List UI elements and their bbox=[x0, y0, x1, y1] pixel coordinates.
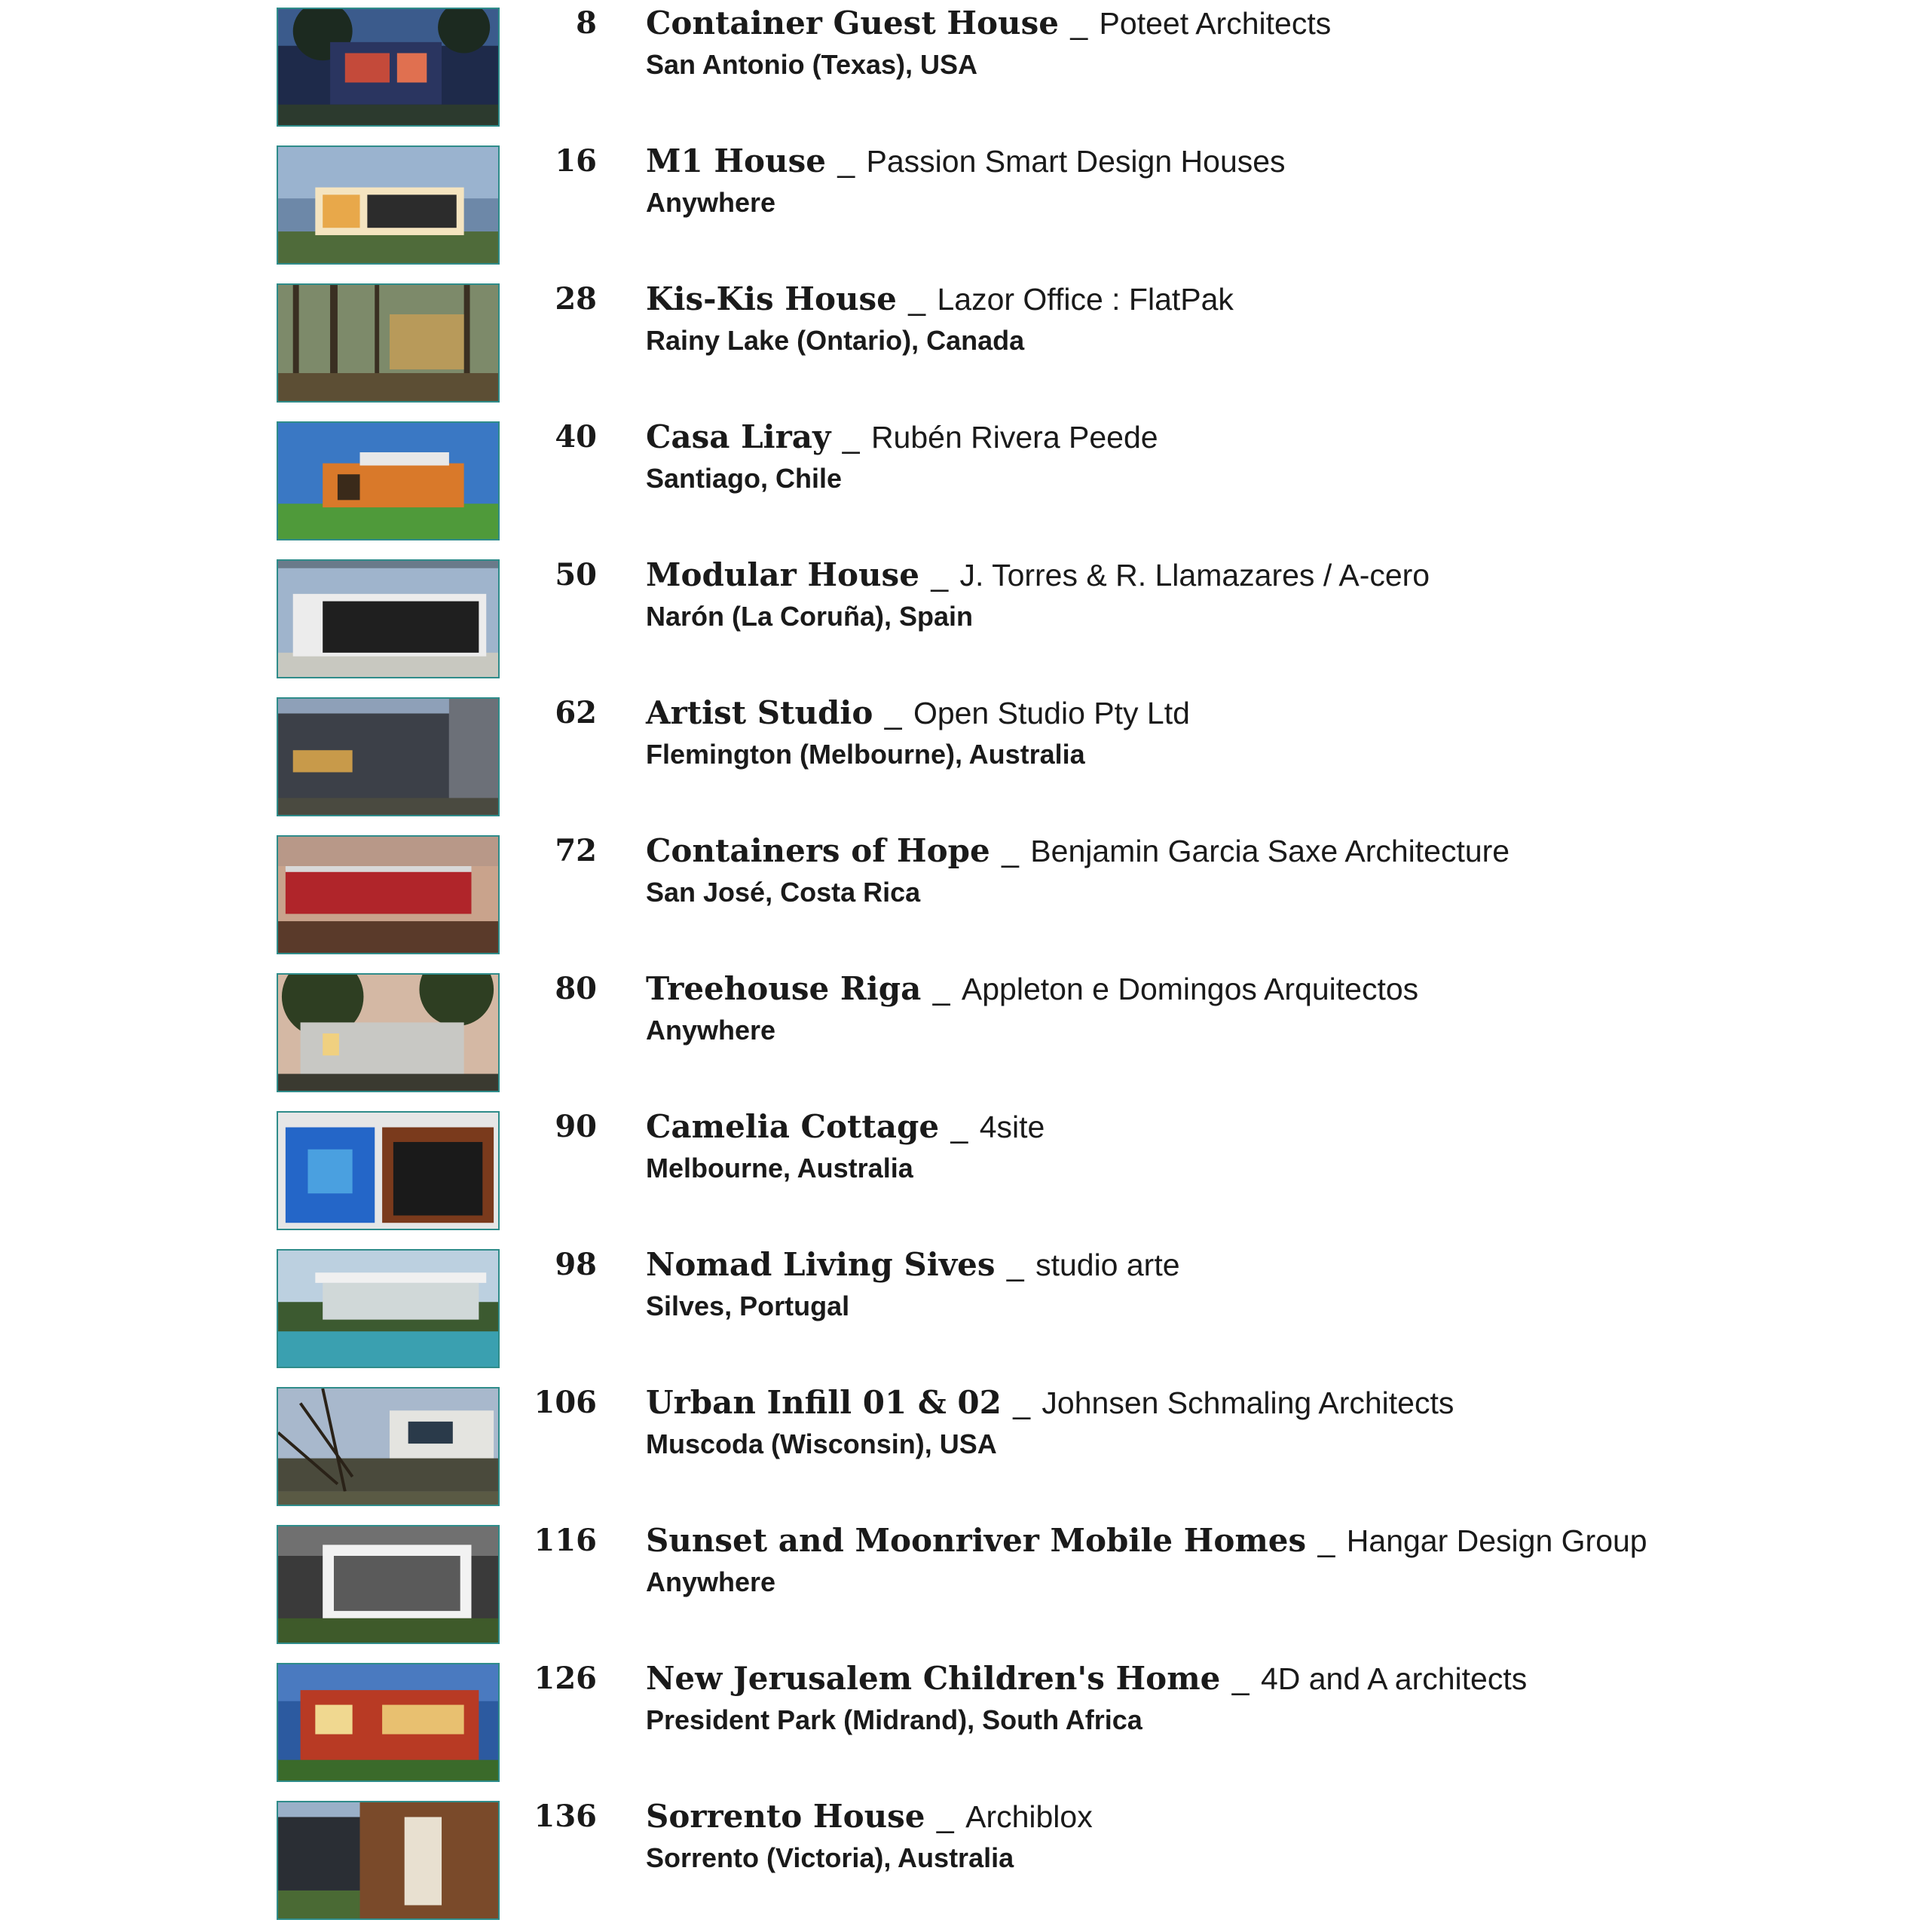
project-thumbnail bbox=[277, 559, 500, 678]
separator: _ bbox=[1223, 1661, 1258, 1696]
page-number: 16 bbox=[555, 143, 597, 179]
architect-name: Benjamin Garcia Saxe Architecture bbox=[1030, 834, 1510, 868]
project-location: San José, Costa Rica bbox=[646, 877, 921, 908]
toc-entry[interactable] bbox=[0, 1242, 1924, 1380]
project-title: Kis-Kis House bbox=[646, 280, 897, 317]
project-title: Treehouse Riga bbox=[646, 970, 922, 1007]
architect-name: Lazor Office : FlatPak bbox=[937, 282, 1234, 317]
project-location: Anywhere bbox=[646, 1015, 776, 1046]
toc-entry[interactable] bbox=[0, 1655, 1924, 1794]
project-thumbnail bbox=[277, 697, 500, 816]
project-location: Muscoda (Wisconsin), USA bbox=[646, 1428, 997, 1459]
project-thumbnail bbox=[277, 1249, 500, 1368]
project-location: Narón (La Coruña), Spain bbox=[646, 601, 974, 632]
page-number: 28 bbox=[555, 281, 597, 317]
separator: _ bbox=[876, 696, 910, 730]
project-thumbnail bbox=[277, 421, 500, 540]
architect-name: Open Studio Pty Ltd bbox=[913, 696, 1190, 730]
project-thumbnail bbox=[277, 835, 500, 954]
project-title: Artist Studio bbox=[646, 694, 873, 731]
toc-entry[interactable] bbox=[0, 414, 1924, 553]
separator: _ bbox=[899, 282, 934, 317]
separator: _ bbox=[928, 1799, 963, 1834]
project-title: Container Guest House bbox=[646, 5, 1059, 41]
page-number: 136 bbox=[534, 1799, 597, 1834]
page-number: 72 bbox=[555, 833, 597, 868]
project-title: Nomad Living Sives bbox=[646, 1246, 996, 1283]
architect-name: Passion Smart Design Houses bbox=[866, 144, 1286, 179]
page-number: 80 bbox=[555, 971, 597, 1006]
architect-name: Poteet Architects bbox=[1099, 6, 1332, 41]
project-location: Santiago, Chile bbox=[646, 463, 843, 494]
separator: _ bbox=[942, 1110, 977, 1144]
project-title: Sorrento House bbox=[646, 1798, 925, 1835]
page-number: 98 bbox=[555, 1247, 597, 1282]
page-number: 116 bbox=[534, 1523, 597, 1558]
page-number: 50 bbox=[555, 557, 597, 592]
toc-entry[interactable] bbox=[0, 1793, 1924, 1932]
architect-name: Johnsen Schmaling Architects bbox=[1042, 1385, 1454, 1420]
page-number: 62 bbox=[555, 695, 597, 730]
project-thumbnail bbox=[277, 283, 500, 403]
project-thumbnail bbox=[277, 1387, 500, 1506]
project-location: Rainy Lake (Ontario), Canada bbox=[646, 325, 1025, 356]
separator: _ bbox=[922, 558, 957, 592]
project-title: Sunset and Moonriver Mobile Homes bbox=[646, 1522, 1307, 1559]
toc-entry[interactable] bbox=[0, 1104, 1924, 1242]
project-location: San Antonio (Texas), USA bbox=[646, 49, 978, 80]
architect-name: 4site bbox=[979, 1110, 1045, 1144]
project-title: New Jerusalem Children's Home bbox=[646, 1660, 1221, 1697]
toc-entry[interactable] bbox=[0, 1379, 1924, 1518]
toc-entry[interactable] bbox=[0, 0, 1924, 139]
page-number: 126 bbox=[534, 1661, 597, 1696]
architect-name: 4D and A architects bbox=[1260, 1661, 1528, 1696]
project-title: Containers of Hope bbox=[646, 832, 990, 869]
page-number: 40 bbox=[555, 419, 597, 455]
separator: _ bbox=[924, 972, 959, 1006]
project-title: Modular House bbox=[646, 556, 919, 593]
page-number: 106 bbox=[534, 1385, 597, 1420]
architect-name: studio arte bbox=[1035, 1248, 1180, 1282]
project-thumbnail bbox=[277, 1663, 500, 1782]
separator: _ bbox=[1004, 1385, 1039, 1420]
project-thumbnail bbox=[277, 1801, 500, 1920]
architect-name: J. Torres & R. Llamazares / A-cero bbox=[959, 558, 1430, 592]
toc-entry[interactable] bbox=[0, 276, 1924, 415]
project-location: Flemington (Melbourne), Australia bbox=[646, 739, 1085, 770]
project-thumbnail bbox=[277, 1111, 500, 1230]
toc-entry[interactable] bbox=[0, 690, 1924, 828]
architect-name: Rubén Rivera Peede bbox=[870, 420, 1158, 455]
toc-entry[interactable] bbox=[0, 552, 1924, 690]
architect-name: Hangar Design Group bbox=[1346, 1523, 1647, 1558]
page-number: 90 bbox=[555, 1109, 597, 1144]
project-location: Anywhere bbox=[646, 1566, 776, 1597]
toc-entry[interactable] bbox=[0, 138, 1924, 277]
project-location: Melbourne, Australia bbox=[646, 1153, 913, 1183]
project-location: Anywhere bbox=[646, 187, 776, 218]
project-title: Casa Liray bbox=[646, 418, 831, 455]
separator: _ bbox=[828, 144, 864, 179]
toc-entry[interactable] bbox=[0, 1517, 1924, 1656]
project-title: Urban Infill 01 & 02 bbox=[646, 1384, 1002, 1421]
project-thumbnail bbox=[277, 145, 500, 265]
separator: _ bbox=[834, 420, 868, 455]
project-thumbnail bbox=[277, 1525, 500, 1644]
architect-name: Archiblox bbox=[965, 1799, 1093, 1834]
separator: _ bbox=[1061, 6, 1097, 41]
project-location: President Park (Midrand), South Africa bbox=[646, 1704, 1142, 1735]
entry-title-line bbox=[646, 1517, 1647, 1572]
architect-name: Appleton e Domingos Arquitectos bbox=[961, 972, 1419, 1006]
toc-entry[interactable] bbox=[0, 828, 1924, 966]
separator: _ bbox=[998, 1248, 1033, 1282]
project-thumbnail bbox=[277, 973, 500, 1092]
project-title: M1 House bbox=[646, 142, 826, 179]
project-location: Silves, Portugal bbox=[646, 1291, 850, 1321]
project-thumbnail bbox=[277, 8, 500, 127]
project-title: Camelia Cottage bbox=[646, 1108, 940, 1145]
project-location: Sorrento (Victoria), Australia bbox=[646, 1842, 1014, 1873]
toc-entry[interactable] bbox=[0, 966, 1924, 1104]
separator: _ bbox=[993, 834, 1028, 868]
page-number: 8 bbox=[576, 5, 597, 41]
separator: _ bbox=[1309, 1523, 1344, 1558]
